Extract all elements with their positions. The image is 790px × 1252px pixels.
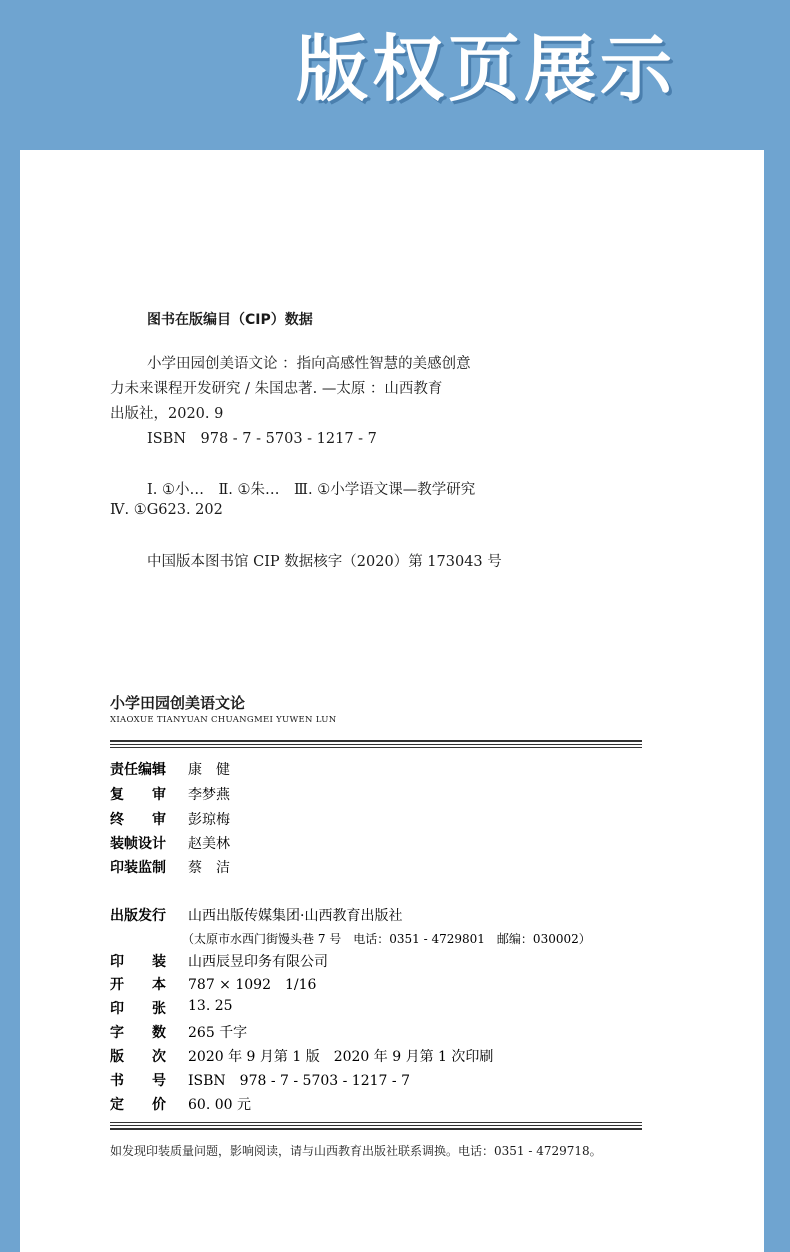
spec-value: ISBN 978 - 7 - 5703 - 1217 - 7	[188, 1073, 410, 1089]
credit-label: 复 审	[110, 787, 166, 803]
spec-label: 印 张	[110, 1001, 166, 1017]
spec-value: 60. 00 元	[188, 1097, 251, 1113]
credit-value: 康 健	[188, 762, 230, 778]
spec-label: 开 本	[110, 977, 166, 993]
spec-label: 定 价	[110, 1097, 166, 1113]
credit-label: 终 审	[110, 812, 166, 828]
spec-label: 书 号	[110, 1073, 166, 1089]
spec-value: 265 千字	[188, 1025, 248, 1041]
spec-label: 印 装	[110, 954, 166, 970]
cip-classification: Ⅰ. ①小… Ⅱ. ①朱… Ⅲ. ①小学语文课—教学研究	[147, 482, 476, 498]
spec-value: 787 × 1092 1/16	[188, 977, 317, 993]
cip-record-number: 中国版本图书馆 CIP 数据核字（2020）第 173043 号	[147, 554, 502, 570]
cip-line: 小学田园创美语文论 ：指向高感性智慧的美感创意	[147, 356, 471, 372]
spec-label: 版 次	[110, 1049, 166, 1065]
divider	[110, 1128, 642, 1130]
cip-isbn: ISBN 978 - 7 - 5703 - 1217 - 7	[147, 431, 377, 447]
cip-line: 出版社，2020. 9	[110, 406, 224, 422]
spec-value: 13. 25	[188, 998, 233, 1014]
divider	[110, 1122, 642, 1123]
cip-line: 力未来课程开发研究 / 朱国忠著. —太原 ：山西教育	[110, 381, 443, 397]
book-title: 小学田园创美语文论	[110, 694, 246, 712]
book-title-pinyin: XIAOXUE TIANYUAN CHUANGMEI YUWEN LUN	[110, 715, 337, 725]
cip-heading: 图书在版编目（CIP）数据	[147, 312, 313, 328]
spec-label: 字 数	[110, 1025, 166, 1041]
banner-title: 版权页展示	[296, 27, 677, 111]
publisher-address: （太原市水西门街馒头巷 7 号 电话：0351 - 4729801 邮编：030002）	[182, 932, 591, 946]
divider	[110, 747, 642, 748]
copyright-page	[20, 150, 764, 1252]
publisher-label: 出版发行	[110, 908, 166, 924]
publisher-name: 山西出版传媒集团·山西教育出版社	[188, 908, 403, 924]
credit-value: 赵美林	[188, 836, 230, 852]
credit-label: 印装监制	[110, 860, 166, 876]
credit-label: 装帧设计	[110, 836, 166, 852]
credit-value: 蔡 洁	[188, 860, 230, 876]
divider	[110, 740, 642, 742]
credit-value: 彭琼梅	[188, 812, 230, 828]
spec-value: 山西辰昱印务有限公司	[188, 954, 328, 970]
cip-classification: Ⅳ. ①G623. 202	[110, 502, 223, 518]
credit-value: 李梦燕	[188, 787, 230, 803]
credit-label: 责任编辑	[110, 762, 166, 778]
footer-note: 如发现印装质量问题，影响阅读，请与山西教育出版社联系调换。电话：0351 - 4729718。	[110, 1144, 602, 1158]
divider	[110, 1125, 642, 1126]
spec-value: 2020 年 9 月第 1 版 2020 年 9 月第 1 次印刷	[188, 1049, 494, 1065]
divider	[110, 744, 642, 745]
